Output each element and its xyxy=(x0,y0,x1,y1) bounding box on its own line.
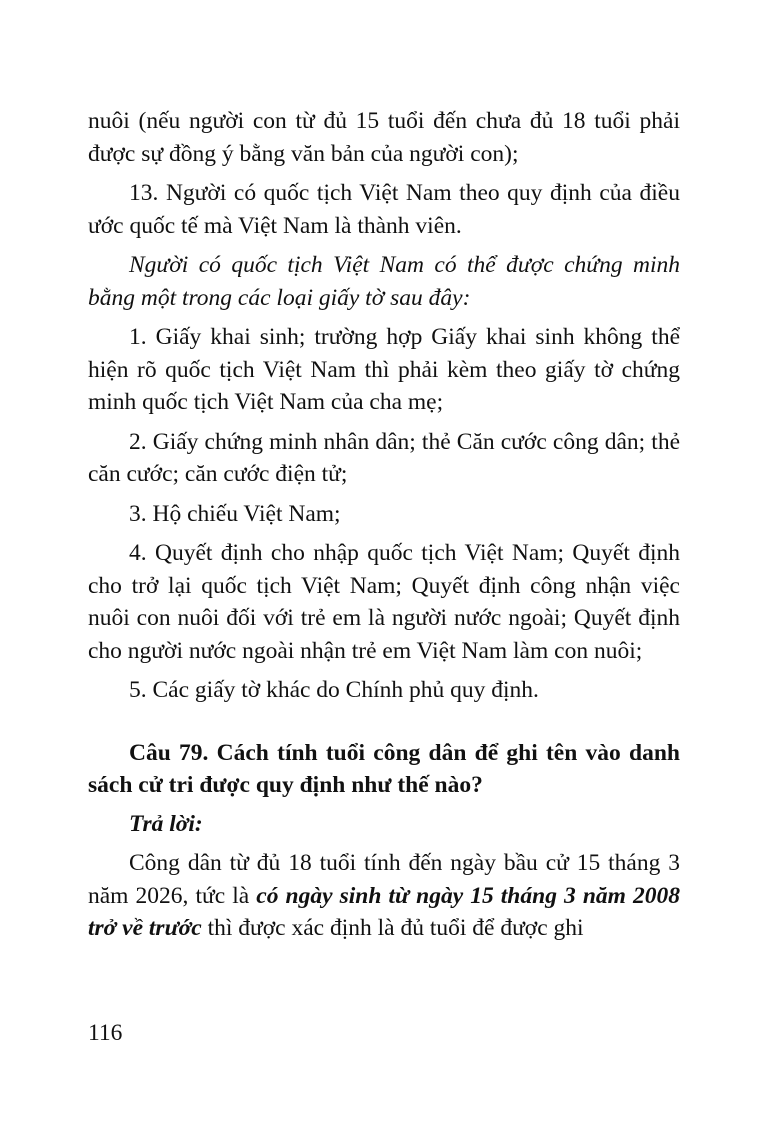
paragraph-continuation: nuôi (nếu người con từ đủ 15 tuổi đến chưa đủ 18 tuổi phải được sự đồng ý bằng văn bản của người con); xyxy=(88,108,680,167)
paragraph-proof-4: 4. Quyết định cho nhập quốc tịch Việt Nam; Quyết định cho trở lại quốc tịch Việt Nam; Quyết định công nhận việc nuôi con nuôi đối với trẻ em là người nước ngoài; Quyết định cho người nước ngoài nhận trẻ em Việt Nam làm con nuôi; xyxy=(88,540,680,664)
paragraph-proof-intro: Người có quốc tịch Việt Nam có thể được chứng minh bằng một trong các loại giấy tờ sau đây: xyxy=(88,252,680,311)
paragraph-proof-5: 5. Các giấy tờ khác do Chính phủ quy định. xyxy=(129,677,539,703)
paragraph-item-13: 13. Người có quốc tịch Việt Nam theo quy định của điều ước quốc tế mà Việt Nam là thành viên. xyxy=(88,180,680,239)
answer-text-start: Công dân từ đủ 18 tuổi tính đến ngày bầu cử 15 tháng 3 năm 2026, tức là xyxy=(88,850,680,909)
paragraph-proof-1: 1. Giấy khai sinh; trường hợp Giấy khai sinh không thể hiện rõ quốc tịch Việt Nam thì phải kèm theo giấy tờ chứng minh quốc tịch Việt Nam của cha mẹ; xyxy=(88,324,680,415)
question-heading: Câu 79. Cách tính tuổi công dân để ghi tên vào danh sách cử tri được quy định như thế nào? xyxy=(88,739,680,798)
paragraph-proof-2: 2. Giấy chứng minh nhân dân; thẻ Căn cước công dân; thẻ căn cước; căn cước điện tử; xyxy=(88,428,680,487)
answer-text-end: thì được xác định là đủ tuổi để được ghi xyxy=(201,915,584,941)
answer-emphasis: có ngày sinh từ ngày 15 tháng 3 năm 2008 trở về trước xyxy=(88,882,680,941)
page-body xyxy=(88,105,680,952)
answer-paragraph xyxy=(88,847,680,945)
page-number: 116 xyxy=(88,1020,123,1046)
answer-label: Trả lời: xyxy=(129,810,203,837)
paragraph-proof-3: 3. Hộ chiếu Việt Nam; xyxy=(129,500,341,527)
